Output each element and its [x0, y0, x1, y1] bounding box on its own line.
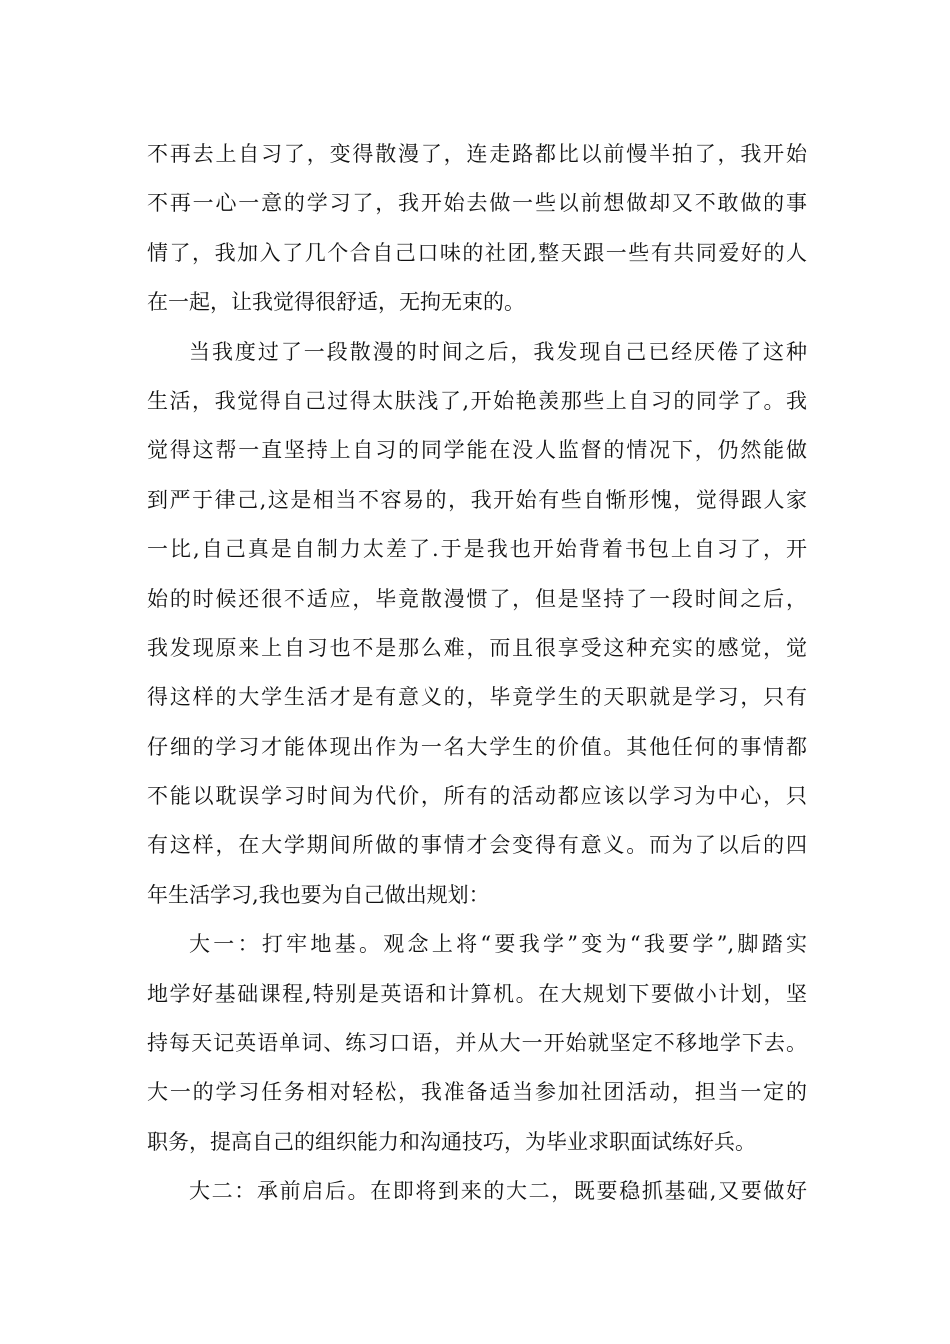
text-line: 不再去上自习了，变得散漫了，连走路都比以前慢半拍了，我开始 [147, 142, 807, 166]
text-line: 情了，我加入了几个合自己口味的社团,整天跟一些有共同爱好的人 [147, 240, 807, 265]
text-line: 一比,自己真是自制力太差了.于是我也开始背着书包上自习了，开 [147, 537, 807, 562]
text-line: 地学好基础课程,特别是英语和计算机。在大规划下要做小计划，坚 [147, 981, 807, 1006]
text-line: 得这样的大学生活才是有意义的，毕竟学生的天职就是学习，只有 [147, 685, 807, 710]
paragraph-first-line: 大一：打牢地基。观念上将“要我学”变为“我要学”,脚踏实 [189, 932, 807, 957]
text-line: 仔细的学习才能体现出作为一名大学生的价值。其他任何的事情都 [147, 734, 807, 759]
text-line: 不能以耽误学习时间为代价，所有的活动都应该以学习为中心，只 [147, 784, 807, 809]
text-line: 年生活学习,我也要为自己做出规划： [147, 882, 490, 907]
text-line: 生活，我觉得自己过得太肤浅了,开始艳羡那些上自习的同学了。我 [147, 388, 807, 413]
text-line: 不再一心一意的学习了，我开始去做一些以前想做却又不敢做的事 [147, 191, 807, 216]
document-body [147, 130, 807, 1217]
paragraph-first-line: 大二：承前启后。在即将到来的大二，既要稳抓基础,又要做好 [189, 1179, 807, 1204]
text-line: 持每天记英语单词、练习口语，并从大一开始就坚定不移地学下去。 [147, 1031, 807, 1056]
text-line: 大一的学习任务相对轻松，我准备适当参加社团活动，担当一定的 [147, 1080, 807, 1105]
text-line: 在一起，让我觉得很舒适，无拘无束的。 [147, 290, 525, 315]
text-line: 到严于律己,这是相当不容易的，我开始有些自惭形愧，觉得跟人家 [147, 487, 807, 512]
text-line: 我发现原来上自习也不是那么难，而且很享受这种充实的感觉，觉 [147, 635, 807, 660]
paragraph-first-line: 当我度过了一段散漫的时间之后，我发现自己已经厌倦了这种 [189, 339, 807, 364]
text-line: 始的时候还很不适应，毕竟散漫惯了，但是坚持了一段时间之后， [147, 586, 807, 611]
text-line: 觉得这帮一直坚持上自习的同学能在没人监督的情况下，仍然能做 [147, 438, 807, 463]
text-line: 职务，提高自己的组织能力和沟通技巧，为毕业求职面试练好兵。 [147, 1129, 756, 1154]
text-line: 有这样，在大学期间所做的事情才会变得有意义。而为了以后的四 [147, 833, 807, 858]
